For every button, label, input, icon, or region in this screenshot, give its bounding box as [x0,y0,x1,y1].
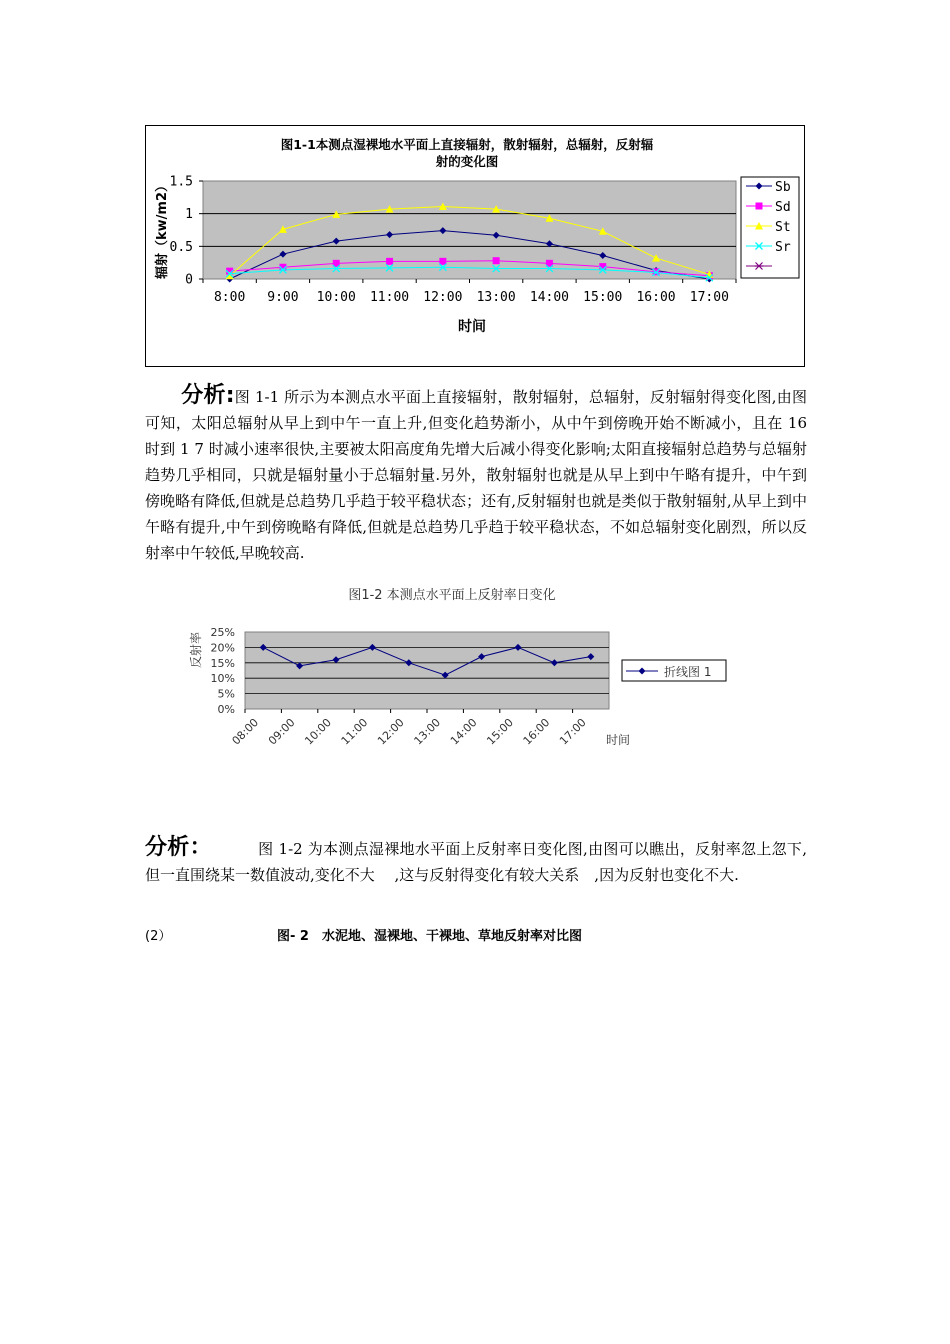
chart1-ytick-label: 0 [185,272,193,288]
chart2-ytick-label: 20% [210,641,235,655]
chart2-ylabel: 反射率 [189,631,203,669]
chart2-xtick-label: 13:00 [411,715,444,748]
chart2-xtick-label: 10:00 [302,715,334,748]
chart1-xtick-label: 15:00 [583,290,623,305]
chart2-xtick-label: 14:00 [447,715,480,748]
analysis-2 [145,835,807,888]
analysis-2-text: 图 1-2 为本测点湿裸地水平面上反射率日变化图,由图可以瞧出，反射率忽上忽下,但一直围绕某一数值波动,变化不大 ,这与反射得变化有较大关系 ,因为反射也变化不大. [145,840,807,884]
chart2-xtick-label: 08:00 [229,715,262,748]
chart2-xtick-label: 11:00 [338,715,371,748]
chart2-xtick-label: 09:00 [265,715,298,748]
analysis-2-heading: 分析： [145,835,212,860]
chart1-xtick-label: 16:00 [636,290,676,305]
chart2-title: 图1-2 本测点水平面上反射率日变化 [348,588,556,603]
chart2-ytick-label: 0% [217,703,235,716]
section-2-caption: 图- 2 水泥地、湿裸地、干裸地、草地反射率对比图 [277,929,582,944]
analysis-1 [145,383,807,566]
analysis-1-heading: 分析: [181,383,235,408]
chart2-ytick-label: 25% [210,626,235,639]
chart1-xtick-label: 13:00 [476,290,516,305]
chart1-legend-marker [756,203,763,210]
chart1-legend-label: Sb [775,180,791,195]
chart1-point-Sd [386,258,393,265]
chart1-xtick-label: 17:00 [689,290,729,305]
chart1-ylabel: 辐射（kw/m2） [155,179,170,279]
chart1-ytick-label: 1.5 [169,174,193,190]
chart2-ytick-label: 10% [210,672,235,686]
chart1-legend-label: Sd [775,200,791,215]
chart1-xtick-label: 14:00 [529,290,570,305]
chart1-point-Sd [493,257,500,264]
chart2-legend-label: 折线图 1 [664,665,712,679]
chart2-xtick-label: 12:00 [375,715,407,748]
chart1-xtick-label: 12:00 [423,290,463,305]
section-2-number: (2） [145,929,172,944]
chart2-xtick-label: 15:00 [484,715,516,748]
radiation-chart [145,125,805,367]
chart1-title-line2: 射的变化图 [435,154,499,169]
chart1-title-line1: 图1-1本测点湿裸地水平面上直接辐射，散射辐射，总辐射，反射辐 [280,137,654,152]
chart1-xtick-label: 11:00 [369,290,410,305]
chart2-xtick-label: 17:00 [557,715,589,748]
analysis-1-text: 图 1-1 所示为本测点水平面上直接辐射，散射辐射，总辐射，反射辐射得变化图,由图可知，太阳总辐射从早上到中午一直上升,但变化趋势渐小，从中午到傍晚开始不断减小，且在 16 时到 1 7 时减小速率很快,主要被太阳高度角先增大后减小得变化影响;太阳直接辐射总趋势与总辐射趋势几乎相同，只就是辐射量小于总辐射量.另外，散射辐射也就是从早上到中午略有提升，中午到傍晚略有降低,但就是总趋势几乎趋于较平稳状态；还有,反射辐射也就是类似于散射辐射,从早上到中午略有提升,中午到傍晚略有降低,但就是总趋势几乎趋于较平稳状态，不如总辐射变化剧烈，所以反射率中午较低,早晚较高. [145,388,807,562]
chart1-xtick-label: 10:00 [316,290,356,305]
chart1-xlabel: 时间 [458,319,486,335]
chart2-plot-area [245,632,609,709]
chart1-point-Sd [439,258,446,265]
chart1-ytick-label: 0.5 [169,239,193,255]
albedo-chart [180,582,760,772]
chart1-legend-label: Sr [775,240,791,255]
chart1-ytick-label: 1 [185,207,193,223]
chart1-xtick-label: 9:00 [267,290,299,305]
chart1-xtick-label: 8:00 [213,290,246,305]
chart2-xlabel: 时间 [605,733,631,747]
chart2-ytick-label: 15% [210,656,235,670]
chart1-legend-label: St [775,220,791,235]
chart2-ytick-label: 5% [217,687,235,701]
chart2-xtick-label: 16:00 [520,715,553,748]
